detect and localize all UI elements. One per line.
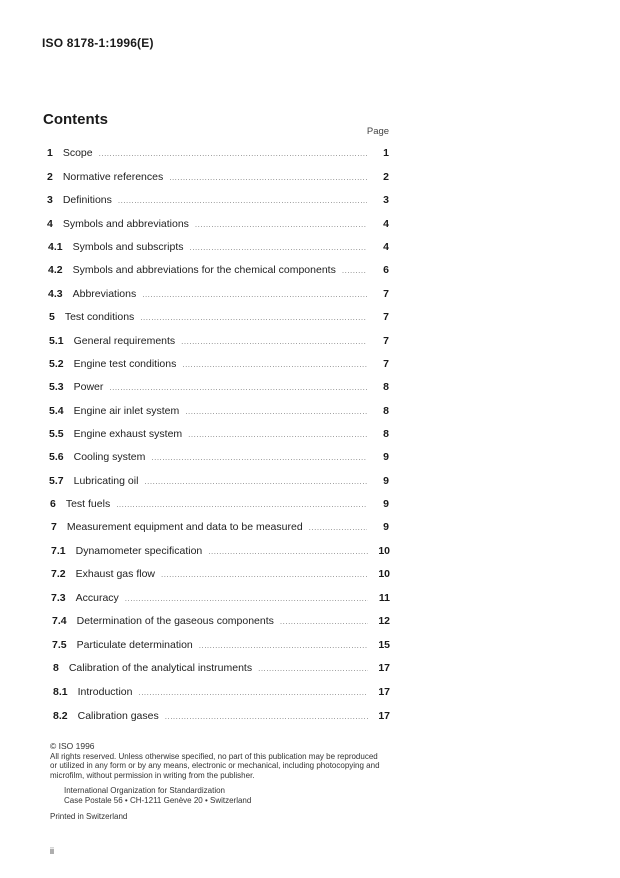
toc-entry-page: 7 xyxy=(383,311,389,323)
toc-entry[interactable] xyxy=(47,194,389,210)
leader-dots xyxy=(169,173,367,182)
toc-entry-number: 7 xyxy=(51,521,57,533)
copyright-line: © ISO 1996 xyxy=(50,741,95,751)
toc-entry-number: 4.2 xyxy=(48,264,63,276)
toc-entry-number: 5.3 xyxy=(49,381,64,393)
toc-entry-number: 6 xyxy=(50,498,56,510)
toc-entry[interactable] xyxy=(48,288,389,304)
toc-entry[interactable] xyxy=(48,264,389,280)
toc-entry[interactable] xyxy=(47,171,389,187)
toc-entry-number: 8.1 xyxy=(53,686,68,698)
toc-entry-label: Engine exhaust system xyxy=(73,428,183,440)
toc-entry-page: 4 xyxy=(383,218,389,230)
organization-address: Case Postale 56 • CH-1211 Genève 20 • Switzerland xyxy=(64,795,252,805)
toc-entry-label: Engine air inlet system xyxy=(73,405,180,417)
leader-dots xyxy=(116,500,367,509)
toc-entry[interactable] xyxy=(53,710,390,726)
toc-entry-label: Definitions xyxy=(62,194,112,206)
toc-entry[interactable] xyxy=(48,241,389,257)
toc-entry-label: Symbols and abbreviations for the chemical components xyxy=(72,264,336,276)
toc-entry[interactable] xyxy=(51,568,390,584)
copyright-notice xyxy=(50,742,400,821)
rights-text: All rights reserved. Unless otherwise specified, no part of this publication may be reproduced xyxy=(50,751,378,761)
toc-entry[interactable] xyxy=(53,686,390,702)
toc-entry-number: 5.2 xyxy=(49,358,64,370)
leader-dots xyxy=(185,407,367,416)
leader-dots xyxy=(188,430,367,439)
toc-entry-label: Accuracy xyxy=(75,592,119,604)
leader-dots xyxy=(109,383,367,392)
toc-entry-number: 5 xyxy=(49,311,55,323)
toc-entry-number: 7.5 xyxy=(52,639,67,651)
toc-entry[interactable] xyxy=(51,592,390,608)
leader-dots xyxy=(309,523,367,532)
toc-entry-page: 3 xyxy=(383,194,389,206)
toc-entry[interactable] xyxy=(47,218,389,234)
toc-entry-number: 1 xyxy=(47,147,53,159)
toc-entry-number: 7.4 xyxy=(52,615,67,627)
toc-entry[interactable] xyxy=(51,521,389,537)
leader-dots xyxy=(181,337,367,346)
toc-entry-label: Determination of the gaseous components xyxy=(76,615,274,627)
toc-entry-number: 5.4 xyxy=(49,405,64,417)
toc-entry-label: Abbreviations xyxy=(72,288,137,300)
toc-entry[interactable] xyxy=(53,662,390,678)
toc-entry[interactable] xyxy=(47,147,389,163)
leader-dots xyxy=(280,617,368,626)
toc-entry-page: 2 xyxy=(383,171,389,183)
leader-dots xyxy=(125,594,368,603)
leader-dots xyxy=(195,220,367,229)
toc-entry-page: 12 xyxy=(378,615,390,627)
toc-entry-label: Engine test conditions xyxy=(73,358,177,370)
toc-entry-page: 9 xyxy=(383,521,389,533)
toc-entry-page: 15 xyxy=(378,639,390,651)
toc-entry-label: Exhaust gas flow xyxy=(75,568,155,580)
toc-entry-page: 7 xyxy=(383,335,389,347)
leader-dots xyxy=(99,149,367,158)
toc-entry-page: 11 xyxy=(378,592,390,604)
toc-entry-number: 4 xyxy=(47,218,53,230)
toc-entry-number: 5.6 xyxy=(49,451,64,463)
toc-entry-page: 8 xyxy=(383,428,389,440)
printed-in: Printed in Switzerland xyxy=(50,811,128,821)
toc-entry-number: 3 xyxy=(47,194,53,206)
toc-entry-page: 8 xyxy=(383,405,389,417)
toc-entry-label: Dynamometer specification xyxy=(75,545,203,557)
page-column-label: Page xyxy=(366,126,390,137)
toc-entry[interactable] xyxy=(52,639,390,655)
leader-dots xyxy=(161,570,368,579)
toc-entry-label: Power xyxy=(73,381,104,393)
toc-entry-page: 7 xyxy=(383,358,389,370)
toc-entry-page: 4 xyxy=(383,241,389,253)
toc-entry-page: 9 xyxy=(383,475,389,487)
toc-entry-number: 7.3 xyxy=(51,592,66,604)
rights-text: or utilized in any form or by any means, electronic or mechanical, including photocopying and xyxy=(50,761,380,771)
toc-entry[interactable] xyxy=(49,451,389,467)
toc-entry-number: 4.1 xyxy=(48,241,63,253)
leader-dots xyxy=(142,290,367,299)
toc-entry-number: 7.2 xyxy=(51,568,66,580)
toc-entry-number: 8.2 xyxy=(53,710,68,722)
toc-entry-label: Test conditions xyxy=(64,311,135,323)
toc-entry-label: Normative references xyxy=(62,171,164,183)
leader-dots xyxy=(165,712,368,721)
toc-entry-number: 7.1 xyxy=(51,545,66,557)
leader-dots xyxy=(144,477,367,486)
toc-entry-page: 17 xyxy=(378,662,390,674)
toc-entry-number: 2 xyxy=(47,171,53,183)
toc-entry-page: 8 xyxy=(383,381,389,393)
toc-entry-label: Particulate determination xyxy=(76,639,193,651)
toc-entry-number: 5.7 xyxy=(49,475,64,487)
toc-entry[interactable] xyxy=(49,475,389,491)
toc-entry-label: Measurement equipment and data to be measured xyxy=(66,521,303,533)
toc-entry-label: Test fuels xyxy=(65,498,111,510)
leader-dots xyxy=(138,688,368,697)
toc-entry-label: Symbols and abbreviations xyxy=(62,218,189,230)
toc-entry-page: 9 xyxy=(383,451,389,463)
toc-entry-label: Lubricating oil xyxy=(73,475,139,487)
toc-entry-page: 9 xyxy=(383,498,389,510)
leader-dots xyxy=(140,313,367,322)
toc-entry[interactable] xyxy=(49,428,389,444)
leader-dots xyxy=(199,641,368,650)
toc-entry-label: Calibration gases xyxy=(77,710,159,722)
toc-entry[interactable] xyxy=(51,545,390,561)
toc-entry-page: 10 xyxy=(378,568,390,580)
leader-dots xyxy=(208,547,368,556)
leader-dots xyxy=(258,664,368,673)
toc-entry[interactable] xyxy=(50,498,389,514)
leader-dots xyxy=(118,196,367,205)
toc-entry-number: 8 xyxy=(53,662,59,674)
leader-dots xyxy=(151,453,367,462)
toc-entry-label: Cooling system xyxy=(73,451,146,463)
toc-entry-label: General requirements xyxy=(73,335,176,347)
leader-dots xyxy=(190,243,368,252)
toc-entry-page: 10 xyxy=(378,545,390,557)
toc-entry[interactable] xyxy=(49,311,389,327)
document-id: ISO 8178-1:1996(E) xyxy=(42,36,154,50)
toc-entry[interactable] xyxy=(49,405,389,421)
toc-entry[interactable] xyxy=(52,615,390,631)
toc-entry-number: 4.3 xyxy=(48,288,63,300)
toc-entry-page: 17 xyxy=(378,710,390,722)
toc-entry-label: Calibration of the analytical instruments xyxy=(68,662,253,674)
toc-entry[interactable] xyxy=(49,381,389,397)
page-number: ii xyxy=(50,846,54,856)
toc-entry[interactable] xyxy=(49,335,389,351)
leader-dots xyxy=(342,266,367,275)
organization-name: International Organization for Standardization xyxy=(64,786,225,796)
toc-entry-page: 17 xyxy=(378,686,390,698)
toc-entry-label: Introduction xyxy=(77,686,133,698)
toc-entry[interactable] xyxy=(49,358,389,374)
toc-entry-label: Scope xyxy=(62,147,93,159)
page-title: Contents xyxy=(43,111,108,128)
rights-text: microfilm, without permission in writing from the publisher. xyxy=(50,770,255,780)
toc-entry-page: 6 xyxy=(383,264,389,276)
toc-entry-page: 1 xyxy=(383,147,389,159)
leader-dots xyxy=(182,360,367,369)
toc-entry-label: Symbols and subscripts xyxy=(72,241,184,253)
toc-entry-number: 5.5 xyxy=(49,428,64,440)
toc-entry-page: 7 xyxy=(383,288,389,300)
toc-entry-number: 5.1 xyxy=(49,335,64,347)
